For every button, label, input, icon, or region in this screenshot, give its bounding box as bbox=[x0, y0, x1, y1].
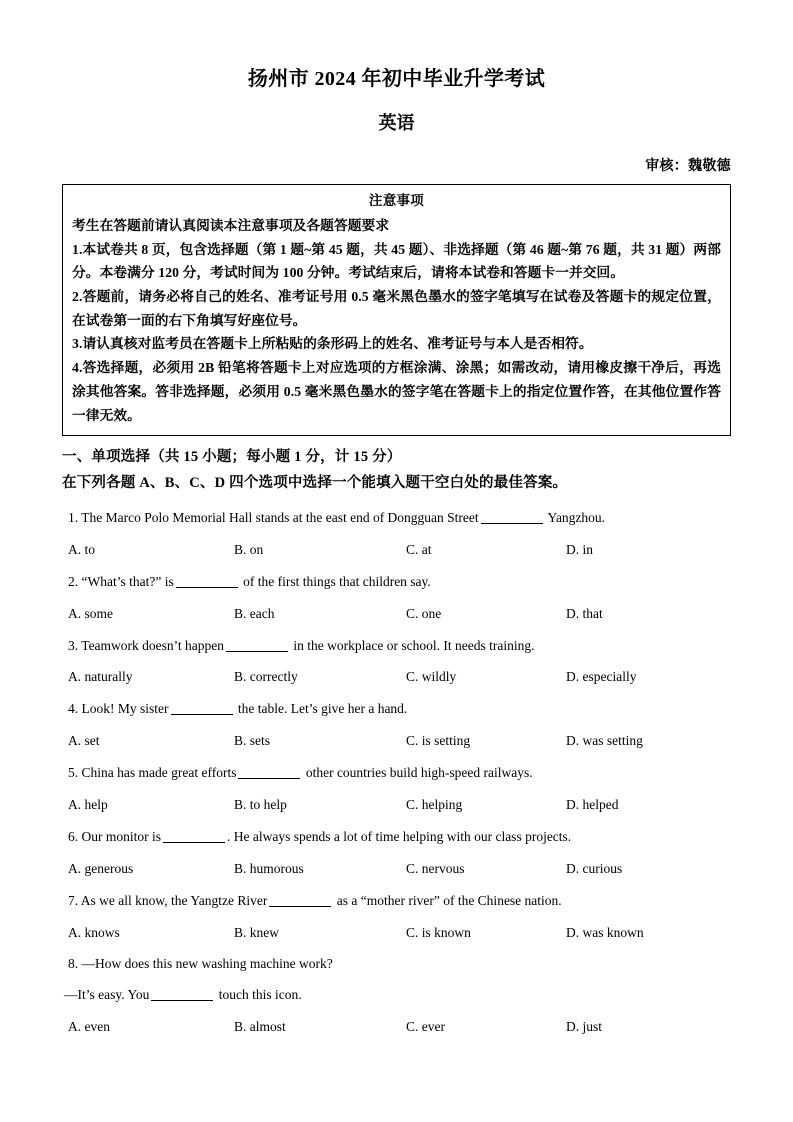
question-stem-before: Teamwork doesn’t happen bbox=[81, 637, 225, 653]
option-a[interactable]: A. set bbox=[68, 733, 100, 749]
option-d[interactable]: D. was setting bbox=[566, 733, 643, 749]
question-stem-after: as a “mother river” of the Chinese nation. bbox=[336, 892, 562, 908]
option-a[interactable]: A. generous bbox=[68, 860, 134, 876]
option-b[interactable]: B. each bbox=[234, 605, 275, 621]
question-stem-before: As we all know, the Yangtze River bbox=[80, 892, 268, 908]
options-row bbox=[62, 655, 731, 687]
question-stem bbox=[62, 815, 731, 847]
notice-line-1: 1.本试卷共 8 页，包含选择题（第 1 题~第 45 题，共 45 题）、非选择题（第 46 题~第 76 题，共 31 题）两部分。本卷满分 120 分，考试时间为 100 分钟。考试结束后，请将本试卷和答题卡一并交回。 bbox=[72, 241, 721, 281]
question-number: 7. bbox=[68, 892, 79, 908]
reviewer-line: 审核：魏敬德 bbox=[645, 159, 731, 174]
answer-blank bbox=[269, 906, 331, 907]
question-2 bbox=[62, 560, 731, 624]
option-b[interactable]: B. on bbox=[234, 541, 264, 557]
option-d[interactable]: D. curious bbox=[566, 860, 623, 876]
question-stem-before: Look! My sister bbox=[81, 701, 169, 717]
notice-line-2: 2.答题前，请务必将自己的姓名、准考证号用 0.5 毫米黑色墨水的签字笔填写在试卷及答题卡的规定位置，在试卷第一面的右下角填写好座位号。 bbox=[72, 289, 721, 328]
question-number: 4. bbox=[68, 701, 79, 717]
option-c[interactable]: C. is known bbox=[406, 924, 471, 940]
question-3 bbox=[62, 624, 731, 688]
option-a[interactable]: A. naturally bbox=[68, 669, 133, 685]
question-stem bbox=[62, 879, 731, 911]
option-c[interactable]: C. ever bbox=[406, 1019, 445, 1035]
option-b[interactable]: B. knew bbox=[234, 924, 279, 940]
question-stem-before: —How does this new washing machine work? bbox=[81, 956, 333, 972]
question-5 bbox=[62, 751, 731, 815]
option-c[interactable]: C. at bbox=[406, 541, 432, 557]
question-stem-after: Yangzhou. bbox=[547, 510, 606, 525]
options-row bbox=[62, 783, 731, 815]
notice-line-3: 3.请认真核对监考员在答题卡上所粘贴的条形码上的姓名、准考证号与本人是否相符。 bbox=[72, 336, 593, 352]
question-number: 5. bbox=[68, 765, 79, 781]
question-stem-line2-after: touch this icon. bbox=[218, 987, 302, 1003]
notice-title: 注意事项 bbox=[368, 193, 425, 208]
question-stem bbox=[62, 624, 731, 656]
question-stem bbox=[62, 560, 731, 592]
question-stem bbox=[62, 496, 731, 528]
question-stem-after: of the first things that children say. bbox=[243, 573, 431, 589]
question-stem bbox=[62, 942, 731, 974]
notice-box bbox=[62, 184, 731, 436]
options-row bbox=[62, 528, 731, 560]
option-c[interactable]: C. is setting bbox=[406, 733, 471, 749]
option-b[interactable]: B. correctly bbox=[234, 669, 298, 685]
section-one-subheading: 在下列各题 A、B、C、D 四个选项中选择一个能填入题干空白处的最佳答案。 bbox=[62, 474, 568, 491]
option-b[interactable]: B. sets bbox=[234, 733, 271, 749]
question-stem-before: The Marco Polo Memorial Hall stands at the east end of Dongguan Street bbox=[81, 510, 479, 525]
question-number: 6. bbox=[68, 828, 79, 844]
option-c[interactable]: C. wildly bbox=[406, 669, 457, 685]
answer-blank bbox=[163, 842, 225, 843]
answer-blank bbox=[171, 714, 233, 715]
question-stem-after: the table. Let’s give her a hand. bbox=[237, 701, 408, 717]
question-stem-line2 bbox=[62, 974, 731, 1005]
question-number: 2. bbox=[68, 573, 79, 589]
answer-blank bbox=[151, 1000, 213, 1001]
option-a[interactable]: A. some bbox=[68, 605, 113, 621]
question-number: 8. bbox=[68, 956, 79, 972]
option-b[interactable]: B. to help bbox=[234, 797, 287, 813]
option-d[interactable]: D. that bbox=[566, 605, 603, 621]
option-a[interactable]: A. to bbox=[68, 541, 95, 557]
options-row bbox=[62, 911, 731, 943]
answer-blank bbox=[226, 651, 288, 652]
section-one-heading: 一、单项选择（共 15 小题；每小题 1 分，计 15 分） bbox=[62, 449, 402, 466]
option-c[interactable]: C. nervous bbox=[406, 860, 465, 876]
option-d[interactable]: D. in bbox=[566, 541, 593, 557]
options-row bbox=[62, 592, 731, 624]
question-stem-before: Our monitor is bbox=[81, 828, 161, 844]
option-b[interactable]: B. almost bbox=[234, 1019, 286, 1035]
question-stem-before: China has made great efforts bbox=[81, 765, 237, 781]
question-stem-after: . He always spends a lot of time helping with our class projects. bbox=[227, 828, 572, 844]
question-number: 1. bbox=[68, 510, 79, 525]
option-a[interactable]: A. knows bbox=[68, 924, 120, 940]
answer-blank bbox=[481, 523, 543, 524]
question-7 bbox=[62, 879, 731, 943]
question-stem bbox=[62, 687, 731, 719]
options-row bbox=[62, 719, 731, 751]
question-1 bbox=[62, 496, 731, 560]
option-b[interactable]: B. humorous bbox=[234, 860, 304, 876]
option-d[interactable]: D. was known bbox=[566, 924, 644, 940]
question-8 bbox=[62, 942, 731, 1037]
options-row bbox=[62, 847, 731, 879]
question-number: 3. bbox=[68, 637, 79, 653]
subject-title: 英语 bbox=[378, 113, 415, 133]
option-d[interactable]: D. especially bbox=[566, 669, 637, 685]
option-a[interactable]: A. even bbox=[68, 1019, 110, 1035]
option-c[interactable]: C. one bbox=[406, 605, 442, 621]
question-6 bbox=[62, 815, 731, 879]
option-d[interactable]: D. helped bbox=[566, 797, 619, 813]
question-stem-line2-before: —It’s easy. You bbox=[64, 987, 150, 1003]
option-a[interactable]: A. help bbox=[68, 797, 108, 813]
question-stem-after: in the workplace or school. It needs training. bbox=[293, 637, 535, 653]
options-row bbox=[62, 1005, 731, 1037]
option-d[interactable]: D. just bbox=[566, 1019, 603, 1035]
question-stem bbox=[62, 751, 731, 783]
question-4 bbox=[62, 687, 731, 751]
answer-blank bbox=[176, 587, 238, 588]
question-stem-after: other countries build high-speed railways. bbox=[305, 765, 533, 781]
page-title: 扬州市 2024 年初中毕业升学考试 bbox=[247, 68, 546, 90]
notice-line-0: 考生在答题前请认真阅读本注意事项及各题答题要求 bbox=[72, 217, 390, 233]
question-stem-before: “What’s that?” is bbox=[81, 573, 174, 589]
notice-line-4: 4.答选择题，必须用 2B 铅笔将答题卡上对应选项的方框涂满、涂黑；如需改动，请用橡皮擦干净后，再选涂其他答案。答非选择题，必须用 0.5 毫米黑色墨水的签字笔在答题卡上的指定位置作答，在其他位置作答一律无效。 bbox=[72, 360, 721, 423]
answer-blank bbox=[238, 778, 300, 779]
option-c[interactable]: C. helping bbox=[406, 797, 463, 813]
